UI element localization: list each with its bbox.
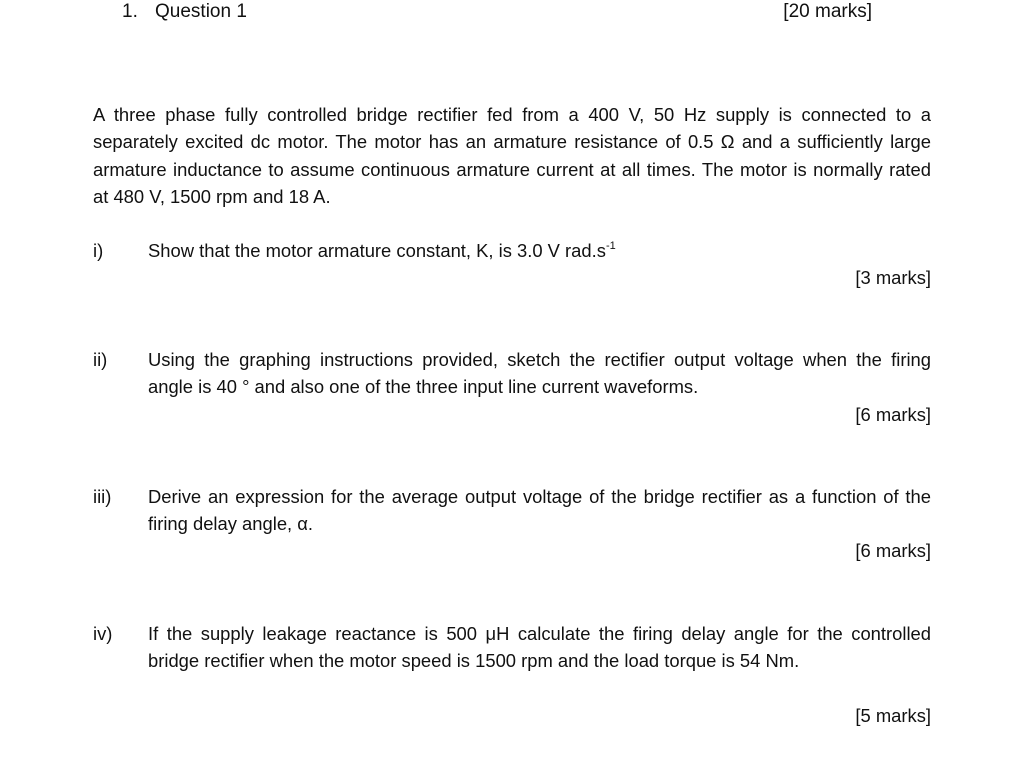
question-title: Question 1 xyxy=(155,1,247,22)
part-label-iii: iii) xyxy=(93,486,112,507)
question-number: 1. xyxy=(122,1,138,22)
part-text-iv: If the supply leakage reactance is 500 μH calculate the firing delay angle for the controlled bridge rectifier when the motor speed is 1500 rpm and the load torque is 54 Nm. xyxy=(148,623,931,672)
part-label-i: i) xyxy=(93,240,104,261)
part-text-ii: Using the graphing instructions provided, sketch the rectifier output voltage when the firing angle is 40 ° and also one of the three input line current waveforms. xyxy=(148,349,931,398)
part-marks-iii: [6 marks] xyxy=(855,540,931,561)
part-marks-i: [3 marks] xyxy=(855,267,931,288)
part-marks-iv: [5 marks] xyxy=(855,705,931,726)
part-text-i-superscript: -1 xyxy=(605,239,616,252)
part-label-iv: iv) xyxy=(93,623,113,644)
part-text-iii: Derive an expression for the average output voltage of the bridge rectifier as a function of the firing delay angle, α. xyxy=(148,486,931,535)
question-total-marks: [20 marks] xyxy=(783,1,872,22)
part-text-i xyxy=(148,237,931,264)
part-label-ii: ii) xyxy=(93,349,108,370)
question-intro: A three phase fully controlled bridge rectifier fed from a 400 V, 50 Hz supply is connected to a separately excited dc motor. The motor has an armature resistance of 0.5 Ω and a sufficiently large armature inductance to assume continuous armature current at all times. The motor is normally rated at 480 V, 1500 rpm and 18 A. xyxy=(93,104,931,207)
part-marks-ii: [6 marks] xyxy=(855,404,931,425)
question-header xyxy=(122,0,872,26)
part-text-i-main: Show that the motor armature constant, K, is 3.0 V rad.s xyxy=(148,240,606,261)
